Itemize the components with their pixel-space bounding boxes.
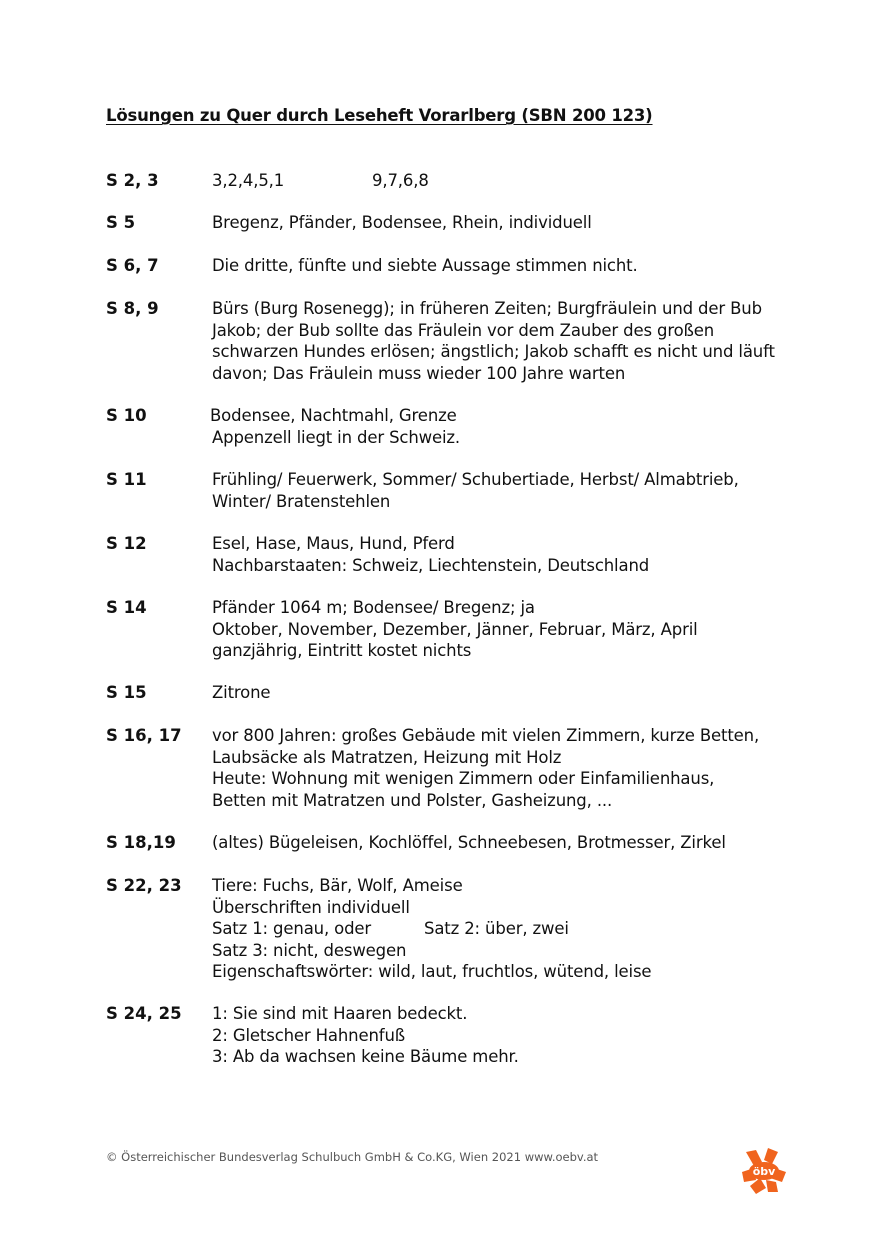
entry-line: Laubsäcke als Matratzen, Heizung mit Holz bbox=[212, 747, 562, 767]
satz-1: Satz 1: genau, oder bbox=[212, 919, 372, 938]
entry-line: (altes) Bügeleisen, Kochlöffel, Schneebesen, Brotmesser, Zirkel bbox=[212, 833, 726, 852]
entry-line: ganzjährig, Eintritt kostet nichts bbox=[212, 641, 472, 660]
entry-line: vor 800 Jahren: großes Gebäude mit vielen Zimmern, kurze Betten, bbox=[212, 726, 760, 745]
entry-line: 3: Ab da wachsen keine Bäume mehr. bbox=[212, 1047, 519, 1066]
entry-label: S 10 bbox=[106, 406, 147, 425]
entry-content bbox=[212, 298, 792, 384]
entry-content bbox=[212, 725, 792, 811]
oebv-logo-icon bbox=[740, 1148, 788, 1194]
entry-line: Zitrone bbox=[212, 683, 271, 702]
answer-col-2: 9,7,6,8 bbox=[372, 171, 429, 190]
entry-content bbox=[212, 405, 792, 448]
entry-content bbox=[212, 469, 792, 512]
entry-line: Heute: Wohnung mit wenigen Zimmern oder Einfamilienhaus, bbox=[212, 769, 715, 788]
entry-line: davon; Das Fräulein muss wieder 100 Jahre warten bbox=[212, 363, 626, 383]
entry-label: S 16, 17 bbox=[106, 726, 182, 745]
entry-content bbox=[212, 212, 792, 234]
entry-label: S 12 bbox=[106, 534, 147, 553]
entry-line: Die dritte, fünfte und siebte Aussage stimmen nicht. bbox=[212, 256, 638, 275]
entry-line: Betten mit Matratzen und Polster, Gasheizung, ... bbox=[212, 790, 613, 810]
entry-label: S 15 bbox=[106, 683, 147, 702]
entry-line: schwarzen Hundes erlösen; ängstlich; Jakob schafft es nicht und läuft bbox=[212, 342, 775, 361]
entry-line: Jakob; der Bub sollte das Fräulein vor dem Zauber des großen bbox=[212, 320, 715, 340]
entry-line: Überschriften individuell bbox=[212, 897, 410, 917]
entry-content bbox=[212, 597, 792, 662]
entry-line: Nachbarstaaten: Schweiz, Liechtenstein, Deutschland bbox=[212, 555, 650, 575]
entry-label: S 18,19 bbox=[106, 833, 176, 852]
entry-line: Pfänder 1064 m; Bodensee/ Bregenz; ja bbox=[212, 598, 535, 617]
entry-line: Frühling/ Feuerwerk, Sommer/ Schubertiade, Herbst/ Almabtrieb, bbox=[212, 470, 739, 489]
entry-line: Winter/ Bratenstehlen bbox=[212, 491, 391, 511]
entry-content bbox=[212, 682, 792, 704]
entry-label: S 6, 7 bbox=[106, 256, 159, 275]
entry-line: Satz 3: nicht, deswegen bbox=[212, 940, 407, 960]
entry-content bbox=[212, 255, 792, 277]
page-title: Lösungen zu Quer durch Leseheft Vorarlberg (SBN 200 123) bbox=[106, 106, 653, 125]
entry-label: S 11 bbox=[106, 470, 147, 489]
entry-label: S 2, 3 bbox=[106, 171, 159, 190]
satz-2: Satz 2: über, zwei bbox=[424, 919, 569, 938]
entry-line: Appenzell liegt in der Schweiz. bbox=[212, 427, 461, 447]
entry-line: Eigenschaftswörter: wild, laut, fruchtlos, wütend, leise bbox=[212, 962, 652, 981]
entry-label: S 5 bbox=[106, 213, 136, 232]
entry-line: Bodensee, Nachtmahl, Grenze bbox=[210, 406, 457, 425]
entry-content bbox=[212, 875, 792, 983]
entry-line: Oktober, November, Dezember, Jänner, Februar, März, April bbox=[212, 619, 698, 639]
entry-line: Tiere: Fuchs, Bär, Wolf, Ameise bbox=[212, 876, 463, 895]
entry-line: 2: Gletscher Hahnenfuß bbox=[212, 1025, 406, 1045]
entry-label: S 24, 25 bbox=[106, 1004, 182, 1023]
entry-line: Bürs (Burg Rosenegg); in früheren Zeiten; Burgfräulein und der Bub bbox=[212, 299, 762, 318]
footer-copyright: © Österreichischer Bundesverlag Schulbuch GmbH & Co.KG, Wien 2021 www.oebv.at bbox=[106, 1150, 599, 1164]
entry-label: S 14 bbox=[106, 598, 147, 617]
entry-label: S 8, 9 bbox=[106, 299, 159, 318]
answer-col-1: 3,2,4,5,1 bbox=[212, 171, 285, 190]
entry-content bbox=[212, 533, 792, 576]
logo-text: öbv bbox=[752, 1165, 776, 1178]
entry-content bbox=[212, 1003, 792, 1068]
entry-content bbox=[212, 170, 792, 192]
entry-line: 1: Sie sind mit Haaren bedeckt. bbox=[212, 1004, 468, 1023]
entry-content bbox=[212, 832, 792, 854]
entry-line: Esel, Hase, Maus, Hund, Pferd bbox=[212, 534, 455, 553]
entry-line: Bregenz, Pfänder, Bodensee, Rhein, individuell bbox=[212, 213, 592, 232]
entry-label: S 22, 23 bbox=[106, 876, 182, 895]
